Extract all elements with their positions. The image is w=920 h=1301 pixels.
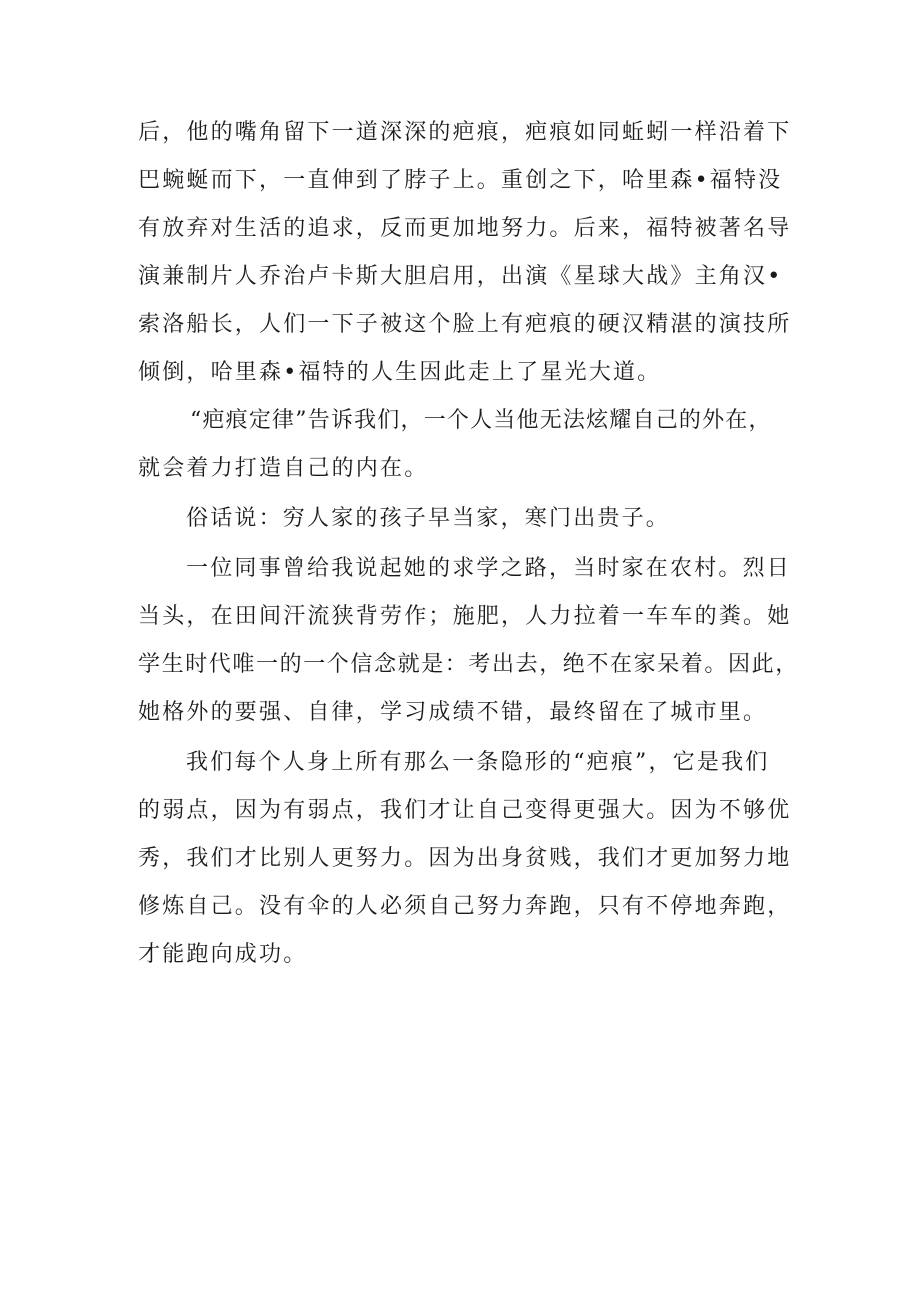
paragraph-line: 才能跑向成功。 [138,942,308,967]
paragraph-line: 索洛船长，人们一下子被这个脸上有疤痕的硬汉精湛的演技所 [138,312,792,337]
paragraph-line: 后，他的嘴角留下一道深深的疤痕，疤痕如同蚯蚓一样沿着下 [138,120,792,145]
paragraph-line: 有放弃对生活的追求，反而更加地努力。后来，福特被著名导 [138,216,792,241]
paragraph-line: 一位同事曾给我说起她的求学之路，当时家在农村。烈日 [186,556,792,581]
paragraph-line: 修炼自己。没有伞的人必须自己努力奔跑，只有不停地奔跑， [138,894,792,919]
paragraph-line: 的弱点，因为有弱点，我们才让自己变得更强大。因为不够优 [138,798,792,823]
paragraph-line: 当头，在田间汗流狭背劳作；施肥，人力拉着一车车的粪。她 [138,604,792,629]
paragraph-line: 学生时代唯一的一个信念就是：考出去，绝不在家呆着。因此， [138,652,799,677]
paragraph-line: “疤痕定律”告诉我们，一个人当他无法炫耀自己的外在， [190,408,772,433]
paragraph-line: 演兼制片人乔治卢卡斯大胆启用，出演《星球大战》主角汉• [138,264,783,289]
paragraph-line: 俗话说：穷人家的孩子早当家，寒门出贵子。 [186,506,671,531]
paragraph-line: 倾倒，哈里森•福特的人生因此走上了星光大道。 [138,360,662,385]
paragraph-line: 就会着力打造自己的内在。 [138,456,429,481]
paragraph-line: 秀，我们才比别人更努力。因为出身贫贱，我们才更加努力地 [138,846,792,871]
paragraph-line: 她格外的要强、自律，学习成绩不错，最终留在了城市里。 [138,700,768,725]
paragraph-line: 巴蜿蜒而下，一直伸到了脖子上。重创之下，哈里森•福特没 [138,168,783,193]
paragraph-line: 我们每个人身上所有那么一条隐形的“疤痕”，它是我们 [186,750,770,775]
